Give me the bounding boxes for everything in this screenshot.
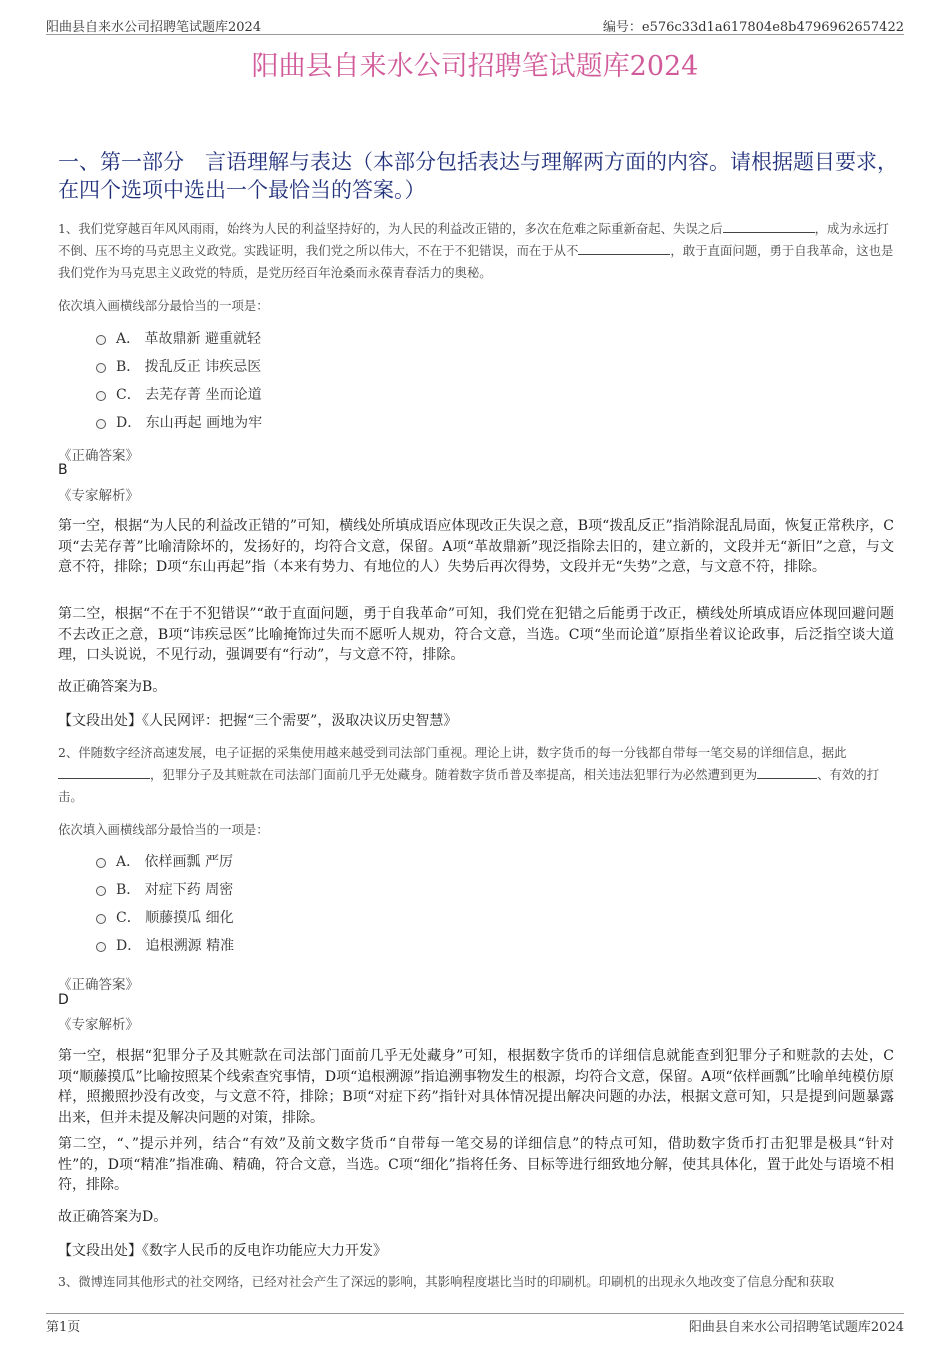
fill-blank [723,219,815,233]
radio-icon[interactable] [96,858,106,868]
footer-divider [46,1313,904,1314]
section-heading: 一、第一部分 言语理解与表达（本部分包括表达与理解两方面的内容。请根据题目要求，在四个选项中选出一个最恰当的答案。） [58,150,898,202]
option-label: B． 对症下药 周密 [116,882,234,898]
radio-icon[interactable] [96,942,106,952]
fill-blank [58,765,150,779]
page-header [46,16,904,35]
page-title: 阳曲县自来水公司招聘笔试题库2024 [251,51,699,82]
question-2-stem [58,742,894,808]
option-label: B． 拨乱反正 讳疾忌医 [116,359,262,375]
header-doc-number: 编号：e576c33d1a617804e8b4796962657422 [602,20,904,35]
question-text: ，犯罪分子及其赃款在司法部门面前几乎无处藏身。随着数字货币普及率提高，相关违法犯罪行为必然遭到更为 [150,767,758,782]
answer-value: D [58,992,69,1008]
question-text: 、有效的打击。 [58,767,880,804]
answer-label: 《正确答案》 [58,448,139,464]
question-1-stem [58,218,894,284]
radio-icon[interactable] [96,419,106,429]
question-1-prompt: 依次填入画横线部分最恰当的一项是： [58,298,269,313]
analysis-paragraph: 第二空，“、”提示并列，结合“有效”及前文数字货币“自带每一笔交易的详细信息”的特点可知，借助数字货币打击犯罪是极具“针对性”的，D项“精准”指准确、精确，符合文意，当选。C项“细化”指将任务、目标等进行细致地分解，使其具体化，置于此处与语境不相符，排除。 [58,1136,894,1193]
option-label: D． 追根溯源 精准 [116,938,235,954]
radio-icon[interactable] [96,914,106,924]
answer-conclusion: 故正确答案为B。 [58,679,167,695]
source-citation: 【文段出处】《数字人民币的反电诈功能应大力开发》 [58,1243,387,1259]
radio-icon[interactable] [96,335,106,345]
option-label: C． 去芜存菁 坐而论道 [116,387,262,403]
analysis-paragraph: 第一空，根据“犯罪分子及其赃款在司法部门面前几乎无处藏身”可知，根据数字货币的详细信息就能查到犯罪分子和赃款的去处，C项“顺藤摸瓜”比喻按照某个线索查究事情，D项“追根溯源”指追溯事物发生的根源，均符合文意，保留。A项“依样画瓢”比喻单纯模仿原样，照搬照抄没有改变，与文意不符，排除；B项“对症下药”指针对具体情况提出解决问题的办法，根据文意可知，只是提到问题暴露出来，但并未提及解决问题的对策，排除。 [58,1048,894,1126]
fill-blank [757,765,817,779]
page-number: 第1页 [46,1320,81,1335]
question-2-prompt: 依次填入画横线部分最恰当的一项是： [58,822,269,837]
question-text: ，成为永远打不倒、压不垮的马克思主义政党。实践证明，我们党之所以伟大，不在于不犯错误，而在于从不 [58,221,889,258]
analysis-label: 《专家解析》 [58,488,139,504]
option-label: A． 革故鼎新 避重就轻 [116,331,262,347]
radio-icon[interactable] [96,363,106,373]
source-citation: 【文段出处】《人民网评：把握“三个需要”，汲取决议历史智慧》 [58,713,458,729]
question-text: ，敢于直面问题，勇于自我革命，这也是我们党作为马克思主义政党的特质，是党历经百年沧桑而永葆青春活力的奥秘。 [58,243,894,280]
answer-conclusion: 故正确答案为D。 [58,1209,168,1225]
footer-title: 阳曲县自来水公司招聘笔试题库2024 [688,1320,904,1335]
radio-icon[interactable] [96,391,106,401]
analysis-paragraph: 第二空，根据“不在于不犯错误”“敢于直面问题，勇于自我革命”可知，我们党在犯错之后能勇于改正，横线处所填成语应体现回避问题不去改正之意，B项“讳疾忌医”比喻掩饰过失而不愿听人规劝，符合文意，当选。C项“坐而论道”原指坐着议论政事，后泛指空谈大道理，口头说说，不见行动，强调要有“行动”，与文意不符，排除。 [58,606,894,663]
answer-value: B [58,462,68,478]
option-label: C． 顺藤摸瓜 细化 [116,910,234,926]
analysis-paragraph: 第一空，根据“为人民的利益改正错的”可知，横线处所填成语应体现改正失误之意，B项“拨乱反正”指消除混乱局面，恢复正常秩序，C项“去芜存菁”比喻清除坏的，发扬好的，均符合文意，保留。A项“革故鼎新”现泛指除去旧的，建立新的，文段并无“新旧”之意，与文意不符，排除；D项“东山再起”指（本来有势力、有地位的人）失势后再次得势，文段并无“失势”之意，与文意不符，排除。 [58,518,894,575]
fill-blank [578,241,670,255]
option-label: D． 东山再起 画地为牢 [116,415,263,431]
analysis-label: 《专家解析》 [58,1017,139,1033]
option-label: A． 依样画瓢 严厉 [116,854,234,870]
question-3-stem: 3、微博连同其他形式的社交网络，已经对社会产生了深远的影响，其影响程度堪比当时的印刷机。印刷机的出现永久地改变了信息分配和获取 [58,1274,835,1289]
answer-label: 《正确答案》 [58,977,139,993]
header-title: 阳曲县自来水公司招聘笔试题库2024 [46,20,262,35]
radio-icon[interactable] [96,886,106,896]
question-text: 1、我们党穿越百年风风雨雨，始终为人民的利益坚持好的，为人民的利益改正错的，多次在危难之际重新奋起、失误之后 [58,221,723,236]
question-text: 2、伴随数字经济高速发展，电子证据的采集使用越来越受到司法部门重视。理论上讲，数字货币的每一分钱都自带每一笔交易的详细信息，据此 [58,745,847,760]
